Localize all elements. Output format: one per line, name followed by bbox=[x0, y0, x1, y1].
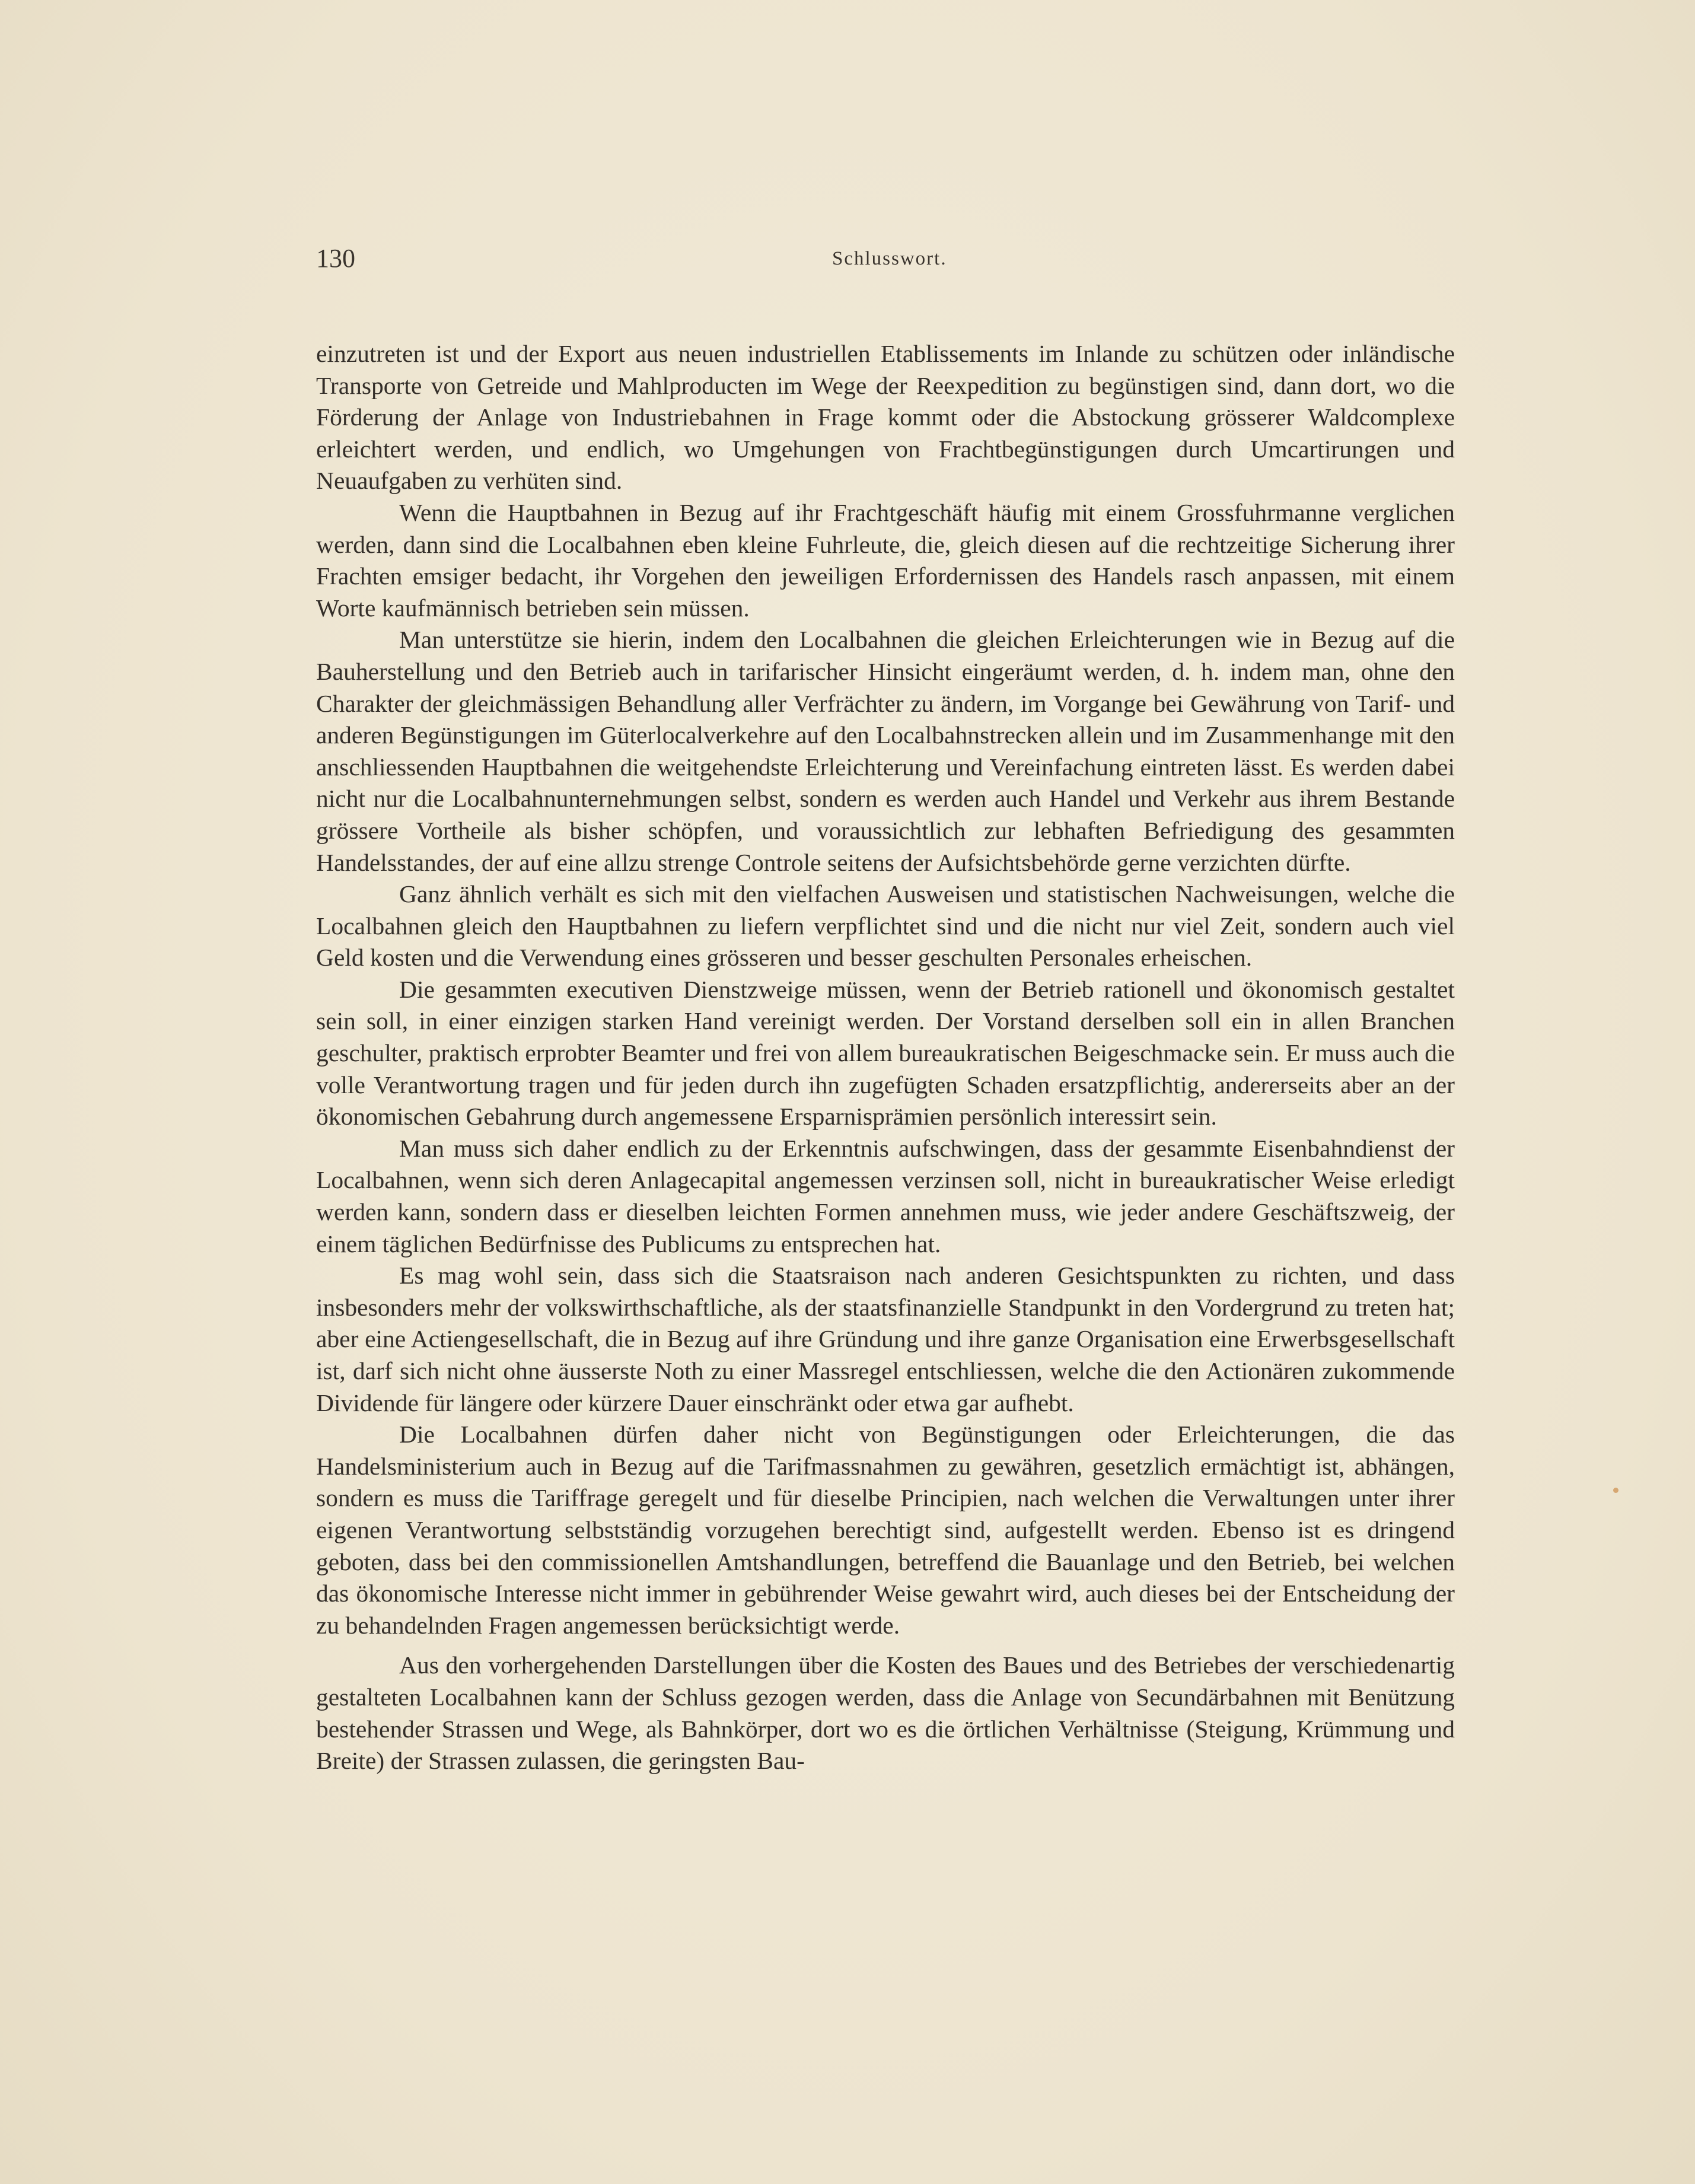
paragraph-8: Die Localbahnen dürfen daher nicht von Begünstigungen oder Erleichterungen, die das Handelsministerium auch in Bezug auf die Tarifmassnahmen zu gewähren, gesetzlich ermächtigt ist, abhängen, sondern es muss die Tariffrage geregelt und für dieselbe Principien, nach welchen die Verwaltungen unter ihrer eigenen Verantwortung selbstständig vorzugehen berechtigt sind, aufgestellt werden. Ebenso ist es dringend geboten, dass bei den commissionellen Amtshandlungen, betreffend die Bauanlage und den Betrieb, bei welchen das ökonomische Interesse nicht immer in gebührender Weise gewahrt wird, auch dieses bei der Entscheidung der zu behandelnden Fragen angemessen berücksichtigt werde. bbox=[316, 1421, 1455, 1639]
paragraph-3: Man unterstütze sie hierin, indem den Localbahnen die gleichen Erleichterungen wie in Bezug auf die Bauherstellung und den Betrieb auch in tarifarischer Hinsicht eingeräumt werden, d. h. indem man, ohne den Charakter der gleichmässigen Behandlung aller Verfrächter zu ändern, im Vorgange bei Gewährung von Tarif- und anderen Begünstigungen im Güterlocalverkehre auf den Localbahnstrecken allein und im Zusammenhange mit den anschliessenden Hauptbahnen die weitgehendste Erleichterung und Vereinfachung eintreten lässt. Es werden dabei nicht nur die Localbahnunternehmungen selbst, sondern es werden auch Handel und Verkehr aus ihrem Bestande grössere Vortheile als bisher schöpfen, und voraussichtlich zur lebhaften Befriedigung des gesammten Handelsstandes, der auf eine allzu strenge Controle seitens der Aufsichtsbehörde gerne verzichten dürfte. bbox=[316, 626, 1455, 876]
paper-speck bbox=[1613, 1488, 1618, 1493]
paragraph-5: Die gesammten executiven Dienstzweige müssen, wenn der Betrieb rationell und ökonomisch gestaltet sein soll, in einer einzigen starken Hand vereinigt werden. Der Vorstand derselben soll ein in allen Branchen geschulter, praktisch erprobter Beamter und frei von allem bureaukratischen Beigeschmacke sein. Er muss auch die volle Verantwortung tragen und für jeden durch ihn zugefügten Schaden ersatzpflichtig, andererseits aber an der ökonomischen Gebahrung durch angemessene Ersparnisprämien persönlich interessirt sein. bbox=[316, 975, 1455, 1131]
paragraph-7: Es mag wohl sein, dass sich die Staatsraison nach anderen Gesichtspunkten zu richten, und dass insbesonders mehr der volkswirthschaftliche, als der staatsfinanzielle Standpunkt in den Vordergrund zu treten hat; aber eine Actiengesellschaft, die in Bezug auf ihre Gründung und ihre ganze Organisation eine Erwerbsgesellschaft ist, darf sich nicht ohne äusserste Noth zu einer Massregel entschliessen, welche die den Actionären zukommende Dividende für längere oder kürzere Dauer einschränkt oder etwa gar aufhebt. bbox=[316, 1262, 1455, 1416]
paragraph-9: Aus den vorhergehenden Darstellungen über die Kosten des Baues und des Betriebes der verschiedenartig gestalteten Localbahnen kann der Schluss gezogen werden, dass die Anlage von Secundärbahnen mit Benützung bestehender Strassen und Wege, als Bahnkörper, dort wo es die örtlichen Verhältnisse (Steigung, Krümmung und Breite) der Strassen zulassen, die geringsten Bau- bbox=[316, 1651, 1455, 1775]
paragraph-4: Ganz ähnlich verhält es sich mit den vielfachen Ausweisen und statistischen Nachweisungen, welche die Localbahnen gleich den Hauptbahnen zu liefern verpflichtet sind und die nicht nur viel Zeit, sondern auch viel Geld kosten und die Verwendung eines grösseren und besser geschulten Personales erheischen. bbox=[316, 880, 1455, 972]
running-title: Schlusswort. bbox=[832, 248, 947, 269]
page-number: 130 bbox=[316, 244, 355, 273]
paragraph-2: Wenn die Hauptbahnen in Bezug auf ihr Frachtgeschäft häufig mit einem Grossfuhrmanne verglichen werden, dann sind die Localbahnen eben kleine Fuhrleute, die, gleich diesen auf die rechtzeitige Sicherung ihrer Frachten emsiger bedacht, ihr Vorgehen den jeweiligen Erfordernissen des Handels rasch anpassen, mit einem Worte kaufmännisch betrieben sein müssen. bbox=[316, 498, 1455, 622]
paragraph-1: einzutreten ist und der Export aus neuen industriellen Etablissements im Inlande zu schützen oder inländische Transporte von Getreide und Mahlproducten im Wege der Reexpedition zu begünstigen sind, dann dort, wo die Förderung der Anlage von Industriebahnen in Frage kommt oder die Abstockung grösserer Waldcomplexe erleichtert werden, und endlich, wo Umgehungen von Frachtbegünstigungen durch Umcartirungen und Neuaufgaben zu verhüten sind. bbox=[316, 340, 1455, 495]
paragraph-6: Man muss sich daher endlich zu der Erkenntnis aufschwingen, dass der gesammte Eisenbahndienst der Localbahnen, wenn sich deren Anlagecapital angemessen verzinsen soll, nicht in bureaukratischer Weise erledigt werden kann, sondern dass er dieselben leichten Formen annehmen muss, wie jeder andere Geschäftszweig, der einem täglichen Bedürfnisse des Publicums zu entsprechen hat. bbox=[316, 1134, 1455, 1257]
body-text bbox=[316, 338, 1455, 1777]
page-header bbox=[316, 243, 1455, 279]
